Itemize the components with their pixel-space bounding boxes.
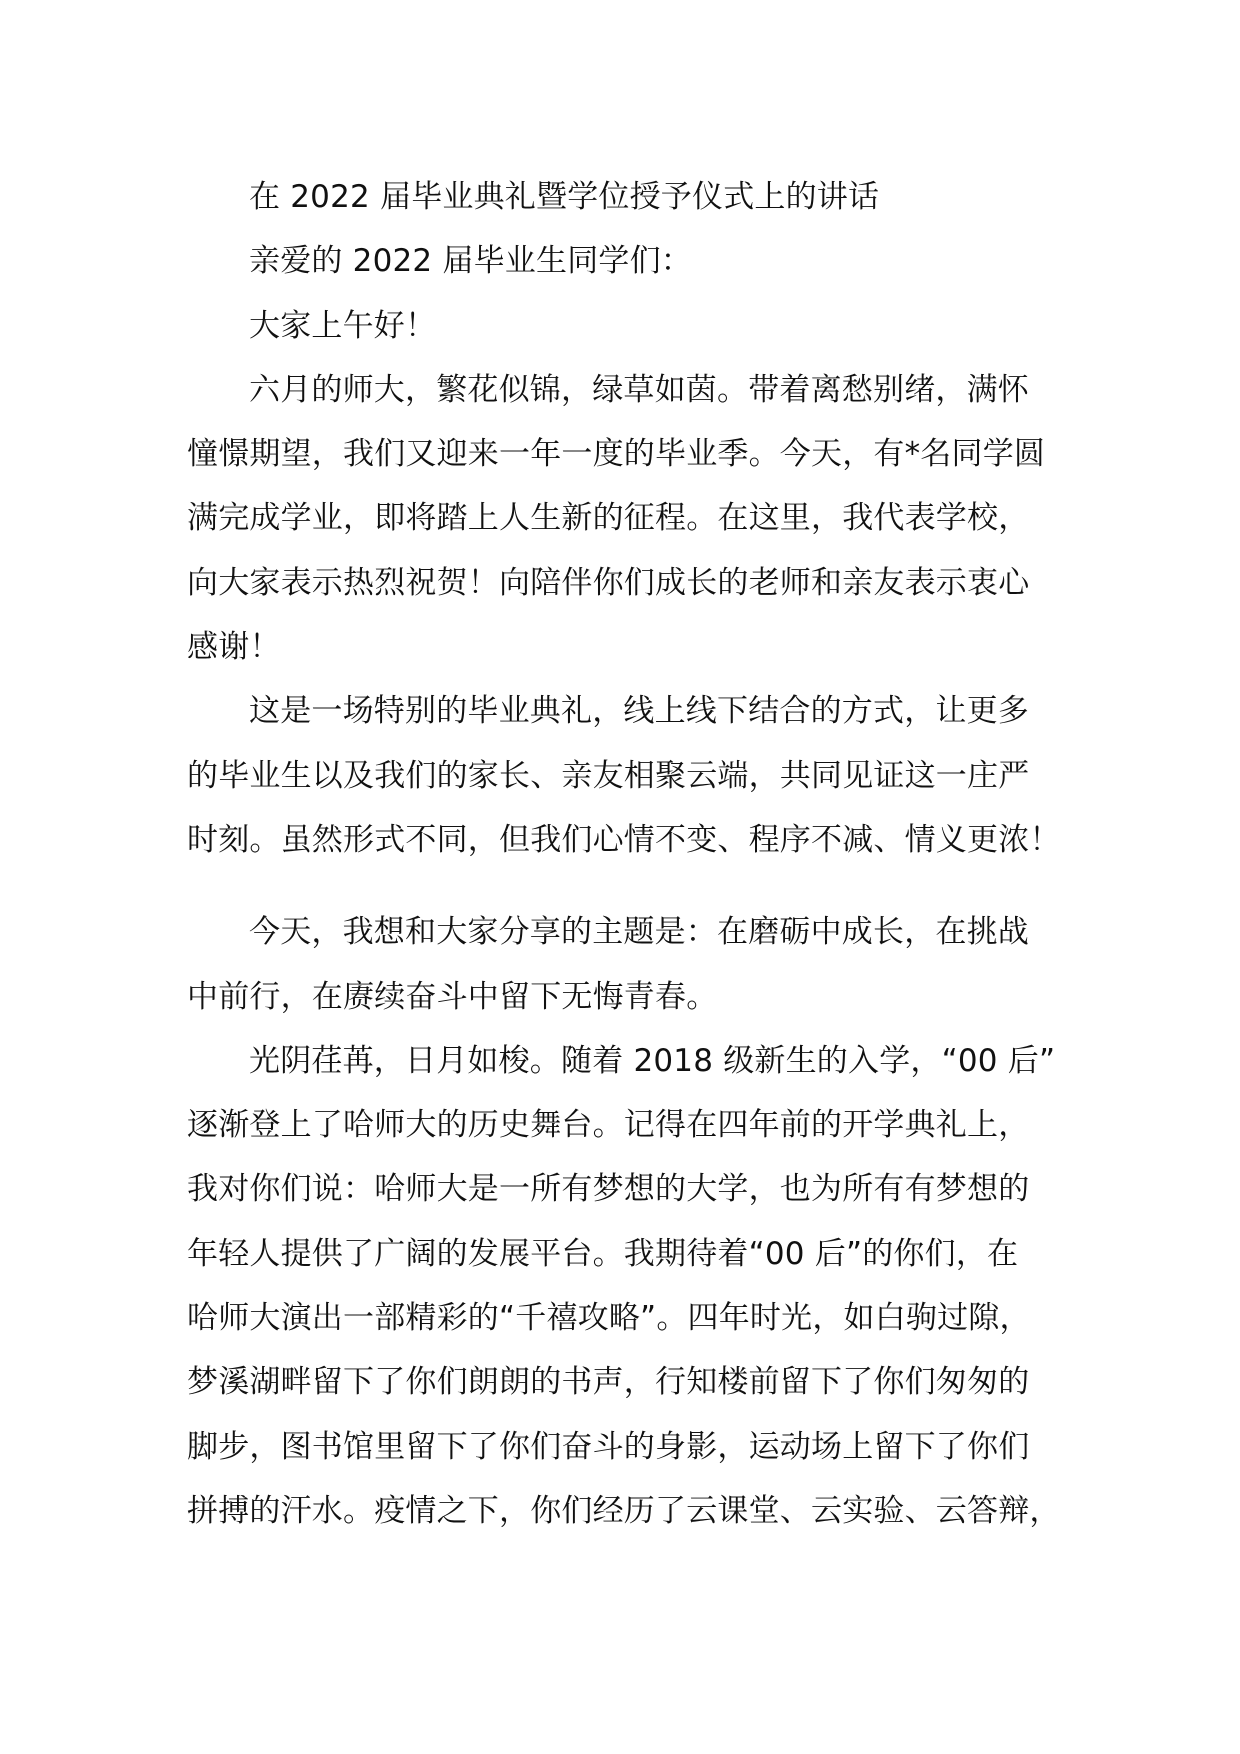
paragraph-1-line-2: 憧憬期望，我们又迎来一年一度的毕业季。今天，有*名同学圆 [187,436,1046,473]
paragraph-1-line-1: 六月的师大，繁花似锦，绿草如茵。带着离愁别绪，满怀 [249,371,1029,408]
paragraph-2-line-2: 的毕业生以及我们的家长、亲友相聚云端，共同见证这一庄严 [187,757,1030,794]
greeting-line: 大家上午好！ [249,307,437,344]
paragraph-2-line-1: 这是一场特别的毕业典礼，线上线下结合的方式，让更多 [249,693,1029,730]
paragraph-4-line-3: 我对你们说：哈师大是一所有梦想的大学，也为所有有梦想的 [187,1171,1030,1208]
paragraph-4-line-4: 年轻人提供了广阔的发展平台。我期待着“00 后”的你们，在 [187,1235,1019,1272]
paragraph-4-line-2: 逐渐登上了哈师大的历史舞台。记得在四年前的开学典礼上， [187,1107,1030,1144]
speech-title: 在 2022 届毕业典礼暨学位授予仪式上的讲话 [249,179,880,215]
speech-body [187,165,1061,1543]
paragraph-4-line-5: 哈师大演出一部精彩的“千禧攻略”。四年时光，如白驹过隙， [187,1300,1031,1337]
paragraph-1-line-5: 感谢！ [187,629,281,666]
salutation-line: 亲爱的 2022 届毕业生同学们： [249,243,692,280]
paragraph-gap [187,872,1057,900]
paragraph-3-line-1: 今天，我想和大家分享的主题是：在磨砺中成长，在挑战 [249,914,1029,951]
paragraph-4-line-8: 拼搏的汗水。疫情之下，你们经历了云课堂、云实验、云答辩， [187,1492,1061,1529]
paragraph-4-line-1: 光阴荏苒，日月如梭。随着 2018 级新生的入学，“00 后” [249,1042,1056,1079]
paragraph-2-line-3: 时刻。虽然形式不同，但我们心情不变、程序不减、情义更浓！ [187,821,1061,858]
paragraph-3-line-2: 中前行，在赓续奋斗中留下无悔青春。 [187,978,718,1015]
paragraph-1-line-4: 向大家表示热烈祝贺！向陪伴你们成长的老师和亲友表示衷心 [187,564,1030,601]
paragraph-4-line-7: 脚步，图书馆里留下了你们奋斗的身影，运动场上留下了你们 [187,1428,1030,1465]
paragraph-1-line-3: 满完成学业，即将踏上人生新的征程。在这里，我代表学校， [187,500,1030,537]
paragraph-4-line-6: 梦溪湖畔留下了你们朗朗的书声，行知楼前留下了你们匆匆的 [187,1364,1030,1401]
